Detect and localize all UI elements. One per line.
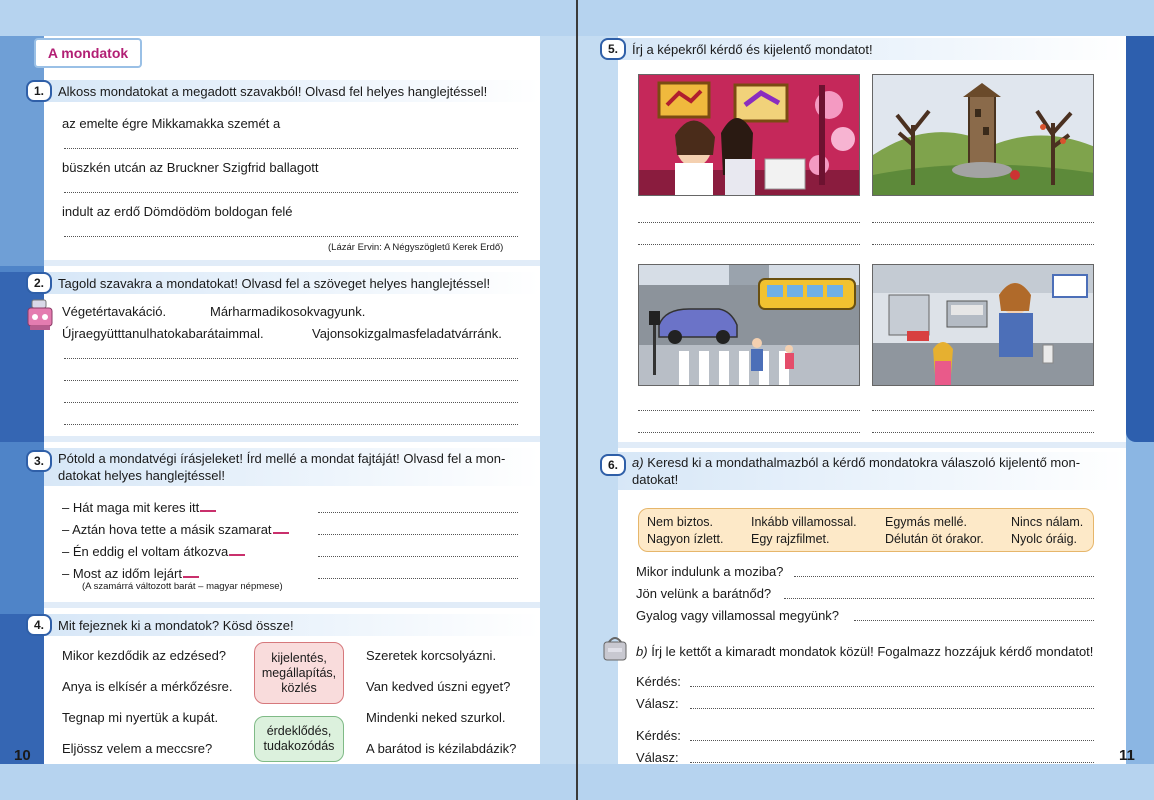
task-6-header bbox=[607, 452, 1126, 490]
task-2-number: 2. bbox=[26, 272, 52, 294]
task-5-number: 5. bbox=[600, 38, 626, 60]
sentence-left-3[interactable]: Tegnap mi nyertük a kupát. bbox=[62, 710, 219, 725]
question-3: Gyalog vagy villamossal megyünk? bbox=[636, 608, 840, 623]
task-4-instruction: Mit fejeznek ki a mondatok? Kösd össze! bbox=[58, 617, 294, 633]
bag-icon bbox=[600, 634, 630, 664]
sentence-right-3[interactable]: Mindenki neked szurkol. bbox=[366, 710, 506, 725]
pool-sentence[interactable]: Egy rajzfilmet. bbox=[751, 532, 830, 546]
question-1: Mikor indulunk a moziba? bbox=[636, 564, 784, 579]
task-1-line-2: büszkén utcán az Bruckner Szigfrid ballagott bbox=[62, 160, 319, 175]
answer-line[interactable] bbox=[318, 556, 518, 557]
punctuation-blank[interactable] bbox=[229, 546, 245, 556]
outer-margin-strip bbox=[1126, 36, 1154, 764]
street-crossing-picture bbox=[638, 264, 860, 386]
task-2-header bbox=[33, 272, 540, 294]
task-1-source: (Lázár Ervin: A Négyszögletű Kerek Erdő) bbox=[328, 242, 504, 253]
answer-line[interactable] bbox=[872, 410, 1094, 411]
punctuation-blank[interactable] bbox=[183, 568, 199, 578]
answer-line[interactable] bbox=[854, 620, 1094, 621]
statement-category-box[interactable]: kijelentés, megállapítás, közlés bbox=[254, 642, 344, 704]
answer-line[interactable] bbox=[638, 222, 860, 223]
task-6-part-a-label: a) bbox=[632, 455, 644, 470]
pool-sentence[interactable]: Egymás mellé. bbox=[885, 515, 967, 529]
answer-line[interactable] bbox=[690, 708, 1094, 709]
answer-line[interactable] bbox=[638, 244, 860, 245]
answer-line[interactable] bbox=[318, 512, 518, 513]
answer-line[interactable] bbox=[872, 222, 1094, 223]
task-2-word-4: Vajonsokizgalmasfeladatvárránk. bbox=[312, 326, 502, 341]
right-content bbox=[607, 36, 1126, 765]
task-5-instruction: Írj a képekről kérdő és kijelentő mondatot! bbox=[632, 41, 873, 57]
question-label: Kérdés: bbox=[636, 674, 681, 689]
task-1-line-1: az emelte égre Mikkamakka szemét a bbox=[62, 116, 281, 131]
pool-sentence[interactable]: Inkább villamossal. bbox=[751, 515, 857, 529]
answer-line[interactable] bbox=[690, 686, 1094, 687]
answer-line[interactable] bbox=[64, 380, 518, 381]
sentence-pool bbox=[638, 508, 1094, 552]
task-3-item-3: – Én eddig el voltam átkozva bbox=[62, 544, 245, 559]
task-3-instruction-line-1: Pótold a mondatvégi írásjeleket! Írd mellé a mondat fajtáját! Olvasd fel a mon- bbox=[58, 451, 506, 466]
sentence-right-4[interactable]: A barátod is kézilabdázik? bbox=[366, 741, 517, 756]
bottom-band bbox=[0, 764, 576, 800]
inner-margin-strip bbox=[540, 36, 576, 764]
page-number-right: 11 bbox=[1119, 747, 1135, 764]
right-page bbox=[578, 0, 1154, 800]
answer-line[interactable] bbox=[64, 148, 518, 149]
section-title: A mondatok bbox=[34, 38, 142, 68]
pool-sentence[interactable]: Nem biztos. bbox=[647, 515, 713, 529]
toy-icon bbox=[26, 298, 56, 332]
outer-margin-strip bbox=[0, 36, 44, 764]
top-band bbox=[0, 0, 576, 36]
task-1-line-3: indult az erdő Dömdödöm boldogan felé bbox=[62, 204, 293, 219]
answer-line[interactable] bbox=[784, 598, 1094, 599]
answer-line[interactable] bbox=[690, 762, 1094, 763]
section-divider bbox=[44, 260, 540, 266]
answer-label: Válasz: bbox=[636, 696, 679, 711]
task-6-part-b-label: b) bbox=[636, 644, 648, 659]
answer-line[interactable] bbox=[690, 740, 1094, 741]
task-6-part-b: b) Írj le kettőt a kimaradt mondatok közül! Fogalmazz hozzájuk kérdő mondatot! bbox=[636, 644, 1094, 659]
answer-line[interactable] bbox=[64, 192, 518, 193]
page-number-left: 10 bbox=[14, 747, 31, 764]
answer-line[interactable] bbox=[638, 432, 860, 433]
sentence-right-2[interactable]: Van kedved úszni egyet? bbox=[366, 679, 511, 694]
answer-line[interactable] bbox=[872, 432, 1094, 433]
sentence-left-2[interactable]: Anya is elkísér a mérkőzésre. bbox=[62, 679, 233, 694]
sentence-right-1[interactable]: Szeretek korcsolyázni. bbox=[366, 648, 497, 663]
sentence-left-4[interactable]: Eljössz velem a meccsre? bbox=[62, 741, 213, 756]
task-1-header bbox=[33, 80, 540, 102]
answer-line[interactable] bbox=[64, 358, 518, 359]
left-page bbox=[0, 0, 576, 800]
left-content bbox=[33, 36, 540, 764]
task-6-part-a-line-1: Keresd ki a mondathalmazból a kérdő mondatokra válaszoló kijelentő mon- bbox=[647, 455, 1081, 470]
top-band bbox=[578, 0, 1154, 36]
answer-line[interactable] bbox=[64, 424, 518, 425]
task-5-header bbox=[607, 38, 1126, 60]
answer-line[interactable] bbox=[638, 410, 860, 411]
task-3-number: 3. bbox=[26, 450, 52, 472]
answer-line[interactable] bbox=[64, 236, 518, 237]
task-3-item-1: – Hát maga mit keres itt bbox=[62, 500, 216, 515]
task-6-part-a-line-2: datokat! bbox=[632, 472, 679, 487]
pool-sentence[interactable]: Nyolc óráig. bbox=[1011, 532, 1077, 546]
answer-line[interactable] bbox=[64, 402, 518, 403]
task-4-header bbox=[33, 614, 540, 636]
sentence-left-1[interactable]: Mikor kezdődik az edzésed? bbox=[62, 648, 227, 663]
task-3-header bbox=[33, 448, 540, 486]
pool-sentence[interactable]: Nagyon ízlett. bbox=[647, 532, 724, 546]
section-divider bbox=[44, 602, 540, 608]
punctuation-blank[interactable] bbox=[200, 502, 216, 512]
task-3-source: (A szamárrá változott barát – magyar népmese) bbox=[82, 581, 283, 592]
bottom-band bbox=[578, 764, 1154, 800]
task-4-number: 4. bbox=[26, 614, 52, 636]
tower-landscape-picture bbox=[872, 74, 1094, 196]
answer-label: Válasz: bbox=[636, 750, 679, 765]
pool-sentence[interactable]: Nincs nálam. bbox=[1011, 515, 1084, 529]
question-category-box[interactable]: érdeklődés, tudakozódás bbox=[254, 716, 344, 762]
section-divider bbox=[618, 442, 1126, 448]
task-6-number: 6. bbox=[600, 454, 626, 476]
shop-counter-picture bbox=[872, 264, 1094, 386]
museum-picture bbox=[638, 74, 860, 196]
question-2: Jön velünk a barátnőd? bbox=[636, 586, 772, 601]
punctuation-blank[interactable] bbox=[273, 524, 289, 534]
answer-line[interactable] bbox=[872, 244, 1094, 245]
task-3-item-2: – Aztán hova tette a másik szamarat bbox=[62, 522, 289, 537]
task-2-word-3: Újraegyütttanulhatokabarátaimmal. bbox=[62, 326, 264, 341]
task-3-instruction-line-2: datokat helyes hanglejtéssel! bbox=[58, 468, 225, 483]
pool-sentence[interactable]: Délután öt órakor. bbox=[885, 532, 984, 546]
question-label: Kérdés: bbox=[636, 728, 681, 743]
task-1-instruction: Alkoss mondatokat a megadott szavakból! Olvasd fel helyes hanglejtéssel! bbox=[58, 83, 488, 99]
task-1-number: 1. bbox=[26, 80, 52, 102]
task-3-item-4: – Most az időm lejárt bbox=[62, 566, 199, 581]
answer-line[interactable] bbox=[794, 576, 1094, 577]
task-2-word-2: Márharmadikosokvagyunk. bbox=[210, 304, 366, 319]
task-2-word-1: Végetértavakáció. bbox=[62, 304, 167, 319]
answer-line[interactable] bbox=[318, 534, 518, 535]
answer-line[interactable] bbox=[318, 578, 518, 579]
task-2-instruction: Tagold szavakra a mondatokat! Olvasd fel a szöveget helyes hanglejtéssel! bbox=[58, 275, 491, 291]
section-divider bbox=[44, 436, 540, 442]
